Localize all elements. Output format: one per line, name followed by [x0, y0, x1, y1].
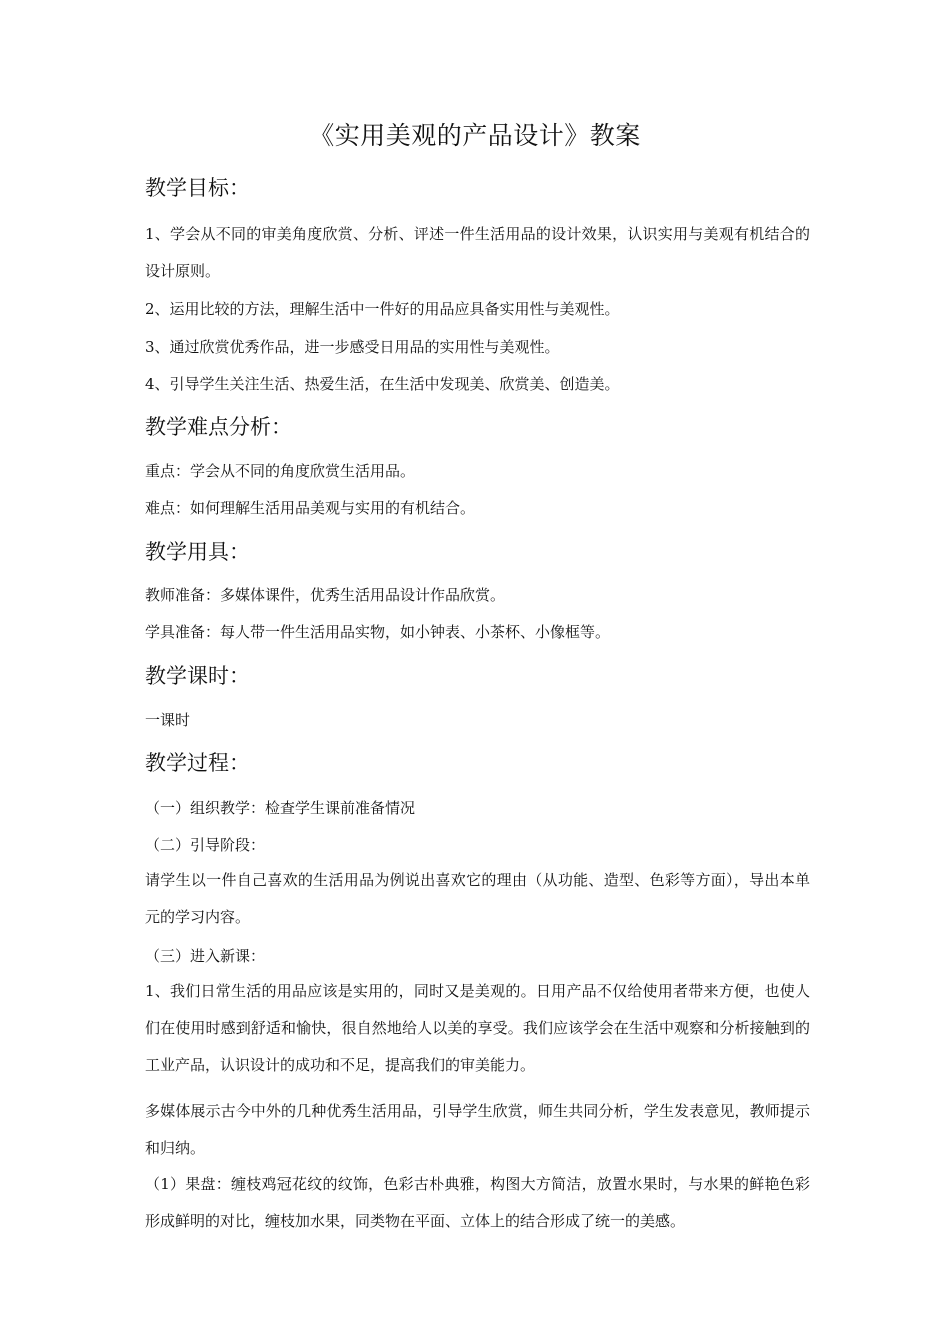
student-preparation: 学具准备：每人带一件生活用品实物，如小钟表、小茶杯、小像框等。: [145, 623, 611, 641]
process-fruit-plate-paragraph: （1）果盘：缠枝鸡冠花纹的纹饰，色彩古朴典雅，构图大方简洁，放置水果时，与水果的鲜艳色彩形成鲜明的对比，缠枝加水果，同类物在平面、立体上的结合形成了统一的美感。: [145, 1175, 810, 1230]
difficult-point: 难点：如何理解生活用品美观与实用的有机结合。: [145, 499, 476, 517]
process-guide-paragraph: 请学生以一件自己喜欢的生活用品为例说出喜欢它的理由（从功能、造型、色彩等方面），导出本单元的学习内容。: [145, 871, 810, 926]
objective-item-2: 2、运用比较的方法，理解生活中一件好的用品应具备实用性与美观性。: [145, 300, 620, 318]
teacher-preparation: 教师准备：多媒体课件，优秀生活用品设计作品欣赏。: [145, 586, 506, 604]
objective-item-1: 1、学会从不同的审美角度欣赏、分析、评述一件生活用品的设计效果，认识实用与美观有机结合的设计原则。: [145, 225, 810, 280]
heading-tools: 教学用具：: [145, 540, 250, 564]
objective-item-4: 4、引导学生关注生活、热爱生活，在生活中发现美、欣赏美、创造美。: [145, 375, 620, 393]
heading-process: 教学过程：: [145, 751, 250, 775]
process-multimedia-paragraph: 多媒体展示古今中外的几种优秀生活用品，引导学生欣赏，师生共同分析，学生发表意见，教师提示和归纳。: [145, 1102, 810, 1157]
process-step-1: （一）组织教学：检查学生课前准备情况: [145, 799, 416, 817]
process-step-2: （二）引导阶段：: [145, 836, 266, 854]
key-point: 重点：学会从不同的角度欣赏生活用品。: [145, 462, 416, 480]
heading-hours: 教学课时：: [145, 664, 250, 688]
process-step-3: （三）进入新课：: [145, 947, 266, 965]
heading-objectives: 教学目标：: [145, 176, 250, 200]
objective-item-3: 3、通过欣赏优秀作品，进一步感受日用品的实用性与美观性。: [145, 338, 560, 356]
heading-difficulties: 教学难点分析：: [145, 415, 292, 439]
document-title: 《实用美观的产品设计》教案: [309, 121, 641, 150]
hours-text: 一课时: [145, 711, 191, 729]
process-new-lesson-paragraph: 1、我们日常生活的用品应该是实用的，同时又是美观的。日用产品不仅给使用者带来方便，也使人们在使用时感到舒适和愉快，很自然地给人以美的享受。我们应该学会在生活中观察和分析接触到的工业产品，认识设计的成功和不足，提高我们的审美能力。: [145, 982, 810, 1074]
